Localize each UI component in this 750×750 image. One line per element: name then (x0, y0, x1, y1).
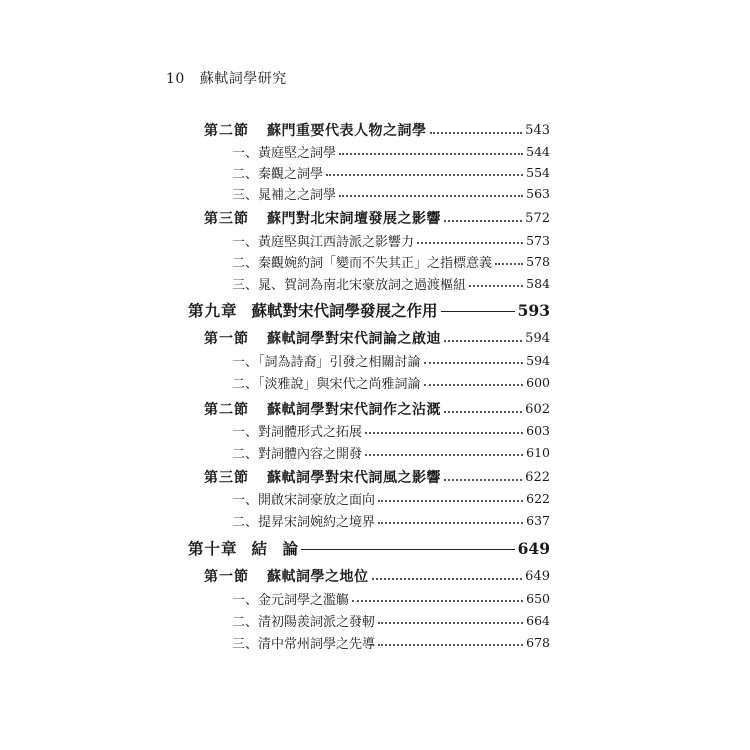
toc-item-row (232, 419, 550, 441)
toc-entry-title: 三、晁補之之詞學 (232, 187, 337, 203)
leader-dots (444, 479, 522, 481)
toc-entry-heading (204, 120, 427, 140)
toc-section-row (204, 119, 550, 141)
toc-item-row (232, 229, 550, 251)
toc-entry-title: 蘇軾詞學對宋代詞風之影響 (267, 470, 441, 486)
toc-section-row (204, 466, 550, 488)
toc-entry-heading (232, 274, 466, 293)
toc-entry-title: 二、秦觀之詞學 (232, 166, 324, 182)
toc-item-row (232, 182, 550, 204)
toc-entry-heading (204, 208, 441, 228)
toc-entry-page-number: 678 (526, 634, 550, 650)
toc-item-row (232, 509, 550, 531)
toc-item-row (232, 487, 550, 509)
toc-entry-title: 二、對詞體內容之開發 (232, 446, 363, 462)
toc-entry-page-number: 594 (526, 352, 550, 368)
toc-entry-title: 蘇門對北宋詞壇發展之影響 (267, 211, 441, 227)
toc-entry-heading (232, 421, 362, 440)
toc-entry-label: 第十章 (188, 539, 238, 558)
toc-entry-page-number: 544 (526, 143, 550, 159)
toc-entry-title: 二、「淡雅說」與宋代之尚雅詞論 (232, 376, 421, 392)
toc-entry-title: 三、清中常州詞學之先導 (232, 636, 376, 652)
leader-dots (444, 411, 522, 413)
leader-dots (444, 340, 522, 342)
leader-dots (352, 600, 523, 602)
toc-entry-heading (232, 589, 349, 608)
leader-dots (430, 132, 523, 134)
toc-entry-page-number: 649 (525, 568, 550, 584)
toc-section-row (204, 327, 550, 349)
toc-item-row (232, 250, 550, 272)
leader-dots (378, 644, 523, 646)
toc-entry-title: 蘇軾詞學對宋代詞論之啟迪 (267, 331, 441, 347)
toc-entry-heading (204, 467, 441, 487)
toc-item-row (232, 349, 550, 371)
toc-entry-heading (204, 566, 369, 586)
toc-item-row (232, 371, 550, 393)
toc-entry-title: 二、秦觀婉約詞「變而不失其正」之指標意義 (232, 255, 493, 271)
toc-item-row (232, 441, 550, 463)
toc-section-row (204, 207, 550, 229)
leader-rule (301, 549, 515, 550)
toc-item-row (232, 631, 550, 653)
leader-dots (365, 432, 523, 434)
toc-entry-label: 第三節 (204, 211, 249, 227)
leader-dots (469, 285, 523, 287)
header-page-number: 10 (166, 71, 185, 87)
toc-entry-page-number: 603 (526, 422, 550, 438)
toc-entry-heading (188, 537, 298, 559)
toc-entry-heading (232, 511, 375, 530)
toc-entry-heading (232, 163, 323, 182)
toc-entry-heading (232, 443, 362, 462)
toc-entry-title: 蘇軾詞學之地位 (267, 569, 369, 585)
toc-entry-heading (232, 351, 421, 370)
toc-entry-heading (188, 299, 438, 321)
leader-dots (444, 220, 522, 222)
toc-entry-label: 第三節 (204, 470, 249, 486)
toc-entry-title: 二、清初陽羨詞派之發軔 (232, 614, 376, 630)
toc-entry-title: 一、「詞為詩裔」引發之相關討論 (232, 354, 421, 370)
toc-entry-title: 蘇軾對宋代詞學發展之作用 (251, 301, 438, 320)
toc-entry-label: 第九章 (188, 301, 238, 320)
toc-item-row (232, 272, 550, 294)
toc-entry-page-number: 602 (525, 401, 550, 417)
toc-entry-page-number: 622 (525, 469, 550, 485)
toc-entry-title: 一、黃庭堅之詞學 (232, 145, 337, 161)
toc-entry-page-number: 649 (517, 538, 550, 558)
leader-dots (424, 384, 524, 386)
toc-entry-heading (232, 611, 375, 630)
toc-entry-page-number: 572 (525, 210, 550, 226)
toc-entry-title: 二、提昇宋詞婉約之境界 (232, 514, 376, 530)
toc-entry-title: 一、開啟宋詞豪放之面向 (232, 492, 376, 508)
leader-dots (417, 242, 523, 244)
toc-item-row (232, 161, 550, 183)
toc-entry-heading (232, 633, 375, 652)
toc-entry-heading (232, 489, 375, 508)
toc-entry-page-number: 650 (526, 590, 550, 606)
toc-chapter-row (188, 537, 550, 559)
leader-dots (372, 578, 523, 580)
toc-entry-page-number: 543 (525, 122, 550, 138)
toc-entry-title: 三、晁、賀詞為南北宋豪放詞之過渡樞紐 (232, 277, 467, 293)
toc-entry-page-number: 554 (526, 164, 550, 180)
toc-section-row (204, 398, 550, 420)
toc-entry-title: 結 論 (251, 539, 299, 558)
toc-entry-label: 第一節 (204, 331, 249, 347)
toc-entry-title: 一、金元詞學之濫觴 (232, 592, 350, 608)
toc-entry-title: 一、對詞體形式之拓展 (232, 424, 363, 440)
toc-chapter-row (188, 299, 550, 321)
toc-section-row (204, 565, 550, 587)
toc-entry-page-number: 637 (526, 512, 550, 528)
toc-entry-page-number: 578 (526, 253, 550, 269)
leader-dots (326, 174, 523, 176)
toc-entry-page-number: 573 (526, 232, 550, 248)
toc-entry-heading (232, 142, 336, 161)
leader-dots (378, 622, 523, 624)
toc-entry-page-number: 563 (526, 185, 550, 201)
toc-entry-heading (232, 373, 421, 392)
toc-item-row (232, 609, 550, 631)
toc-entry-label: 第二節 (204, 402, 249, 418)
running-header (166, 68, 287, 88)
leader-dots (339, 153, 523, 155)
leader-dots (339, 195, 523, 197)
toc-entry-page-number: 610 (526, 444, 550, 460)
toc-entry-heading (204, 399, 441, 419)
leader-dots (378, 500, 523, 502)
toc-entry-title: 蘇軾詞學對宋代詞作之沾溉 (267, 402, 441, 418)
toc-entry-label: 第二節 (204, 123, 249, 139)
toc-entry-page-number: 600 (526, 374, 550, 390)
toc-entry-title: 一、黃庭堅與江西詩派之影響力 (232, 234, 415, 250)
toc-entry-page-number: 594 (525, 330, 550, 346)
toc-entry-title: 蘇門重要代表人物之詞學 (267, 123, 427, 139)
toc-entry-label: 第一節 (204, 569, 249, 585)
leader-dots (424, 362, 524, 364)
toc-entry-heading (204, 328, 441, 348)
leader-dots (495, 263, 523, 265)
header-book-title: 蘇軾詞學研究 (199, 71, 287, 87)
toc-item-row (232, 140, 550, 162)
leader-rule (441, 311, 515, 312)
toc-entry-page-number: 593 (517, 300, 550, 320)
leader-dots (378, 522, 523, 524)
toc-entry-heading (232, 184, 336, 203)
toc-entry-page-number: 584 (526, 275, 550, 291)
toc-entry-page-number: 622 (526, 490, 550, 506)
toc-entry-page-number: 664 (526, 612, 550, 628)
toc-entry-heading (232, 231, 414, 250)
toc-entry-heading (232, 252, 492, 271)
leader-dots (365, 454, 523, 456)
toc-item-row (232, 587, 550, 609)
